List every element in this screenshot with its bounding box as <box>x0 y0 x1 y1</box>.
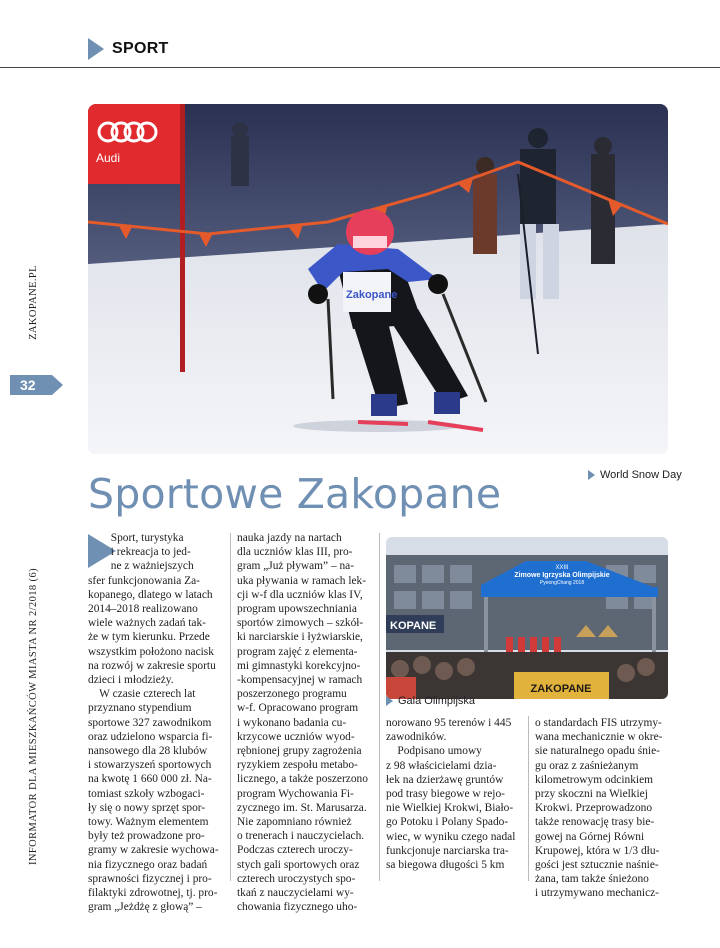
text-line: o standardach FIS utrzymy- <box>535 717 662 729</box>
text-line: ne z ważniejszych <box>88 560 194 573</box>
text-line: przyznano stypendium <box>88 702 192 715</box>
text-line: wana mechanicznie w okre- <box>535 731 663 744</box>
text-line: wiec, w wyniku czego nadal <box>386 830 516 843</box>
text-line: mi gimnastyki korekcyjno- <box>237 659 361 672</box>
text-line: sa biegowa długości 5 km <box>386 859 505 872</box>
text-line: pod trasy biegowe w rejo- <box>386 788 505 801</box>
text-line: w-f. Opracowano program <box>237 702 359 715</box>
text-line: ryzykiem zespołu metabo- <box>237 759 358 772</box>
gala-photo <box>386 537 668 699</box>
text-line: i stowarzyszeń sportowych <box>88 759 212 772</box>
text-line: poszerzonego programu <box>237 688 347 701</box>
text-line: krzycowe uczniów wyod- <box>237 730 355 743</box>
text-line: Podczas czterech uroczy- <box>237 844 353 857</box>
header-divider <box>0 67 720 68</box>
text-line: norowano 95 terenów i 445 <box>386 717 512 729</box>
text-line: przy skoczni na Wielkiej <box>535 788 648 801</box>
text-line: towy. Ważnym elementem <box>88 816 209 829</box>
page-number-arrow-icon <box>52 375 63 395</box>
text-line: rębnionej grupy zagrożenia <box>237 745 362 758</box>
text-line: chowania fizycznego uho- <box>237 901 358 914</box>
text-line: funkcjonuje narciarska tra- <box>386 844 509 857</box>
text-line: -kompensacyjnej w ramach <box>237 674 363 687</box>
column-divider <box>528 716 529 881</box>
text-line: i wykonano badania cu- <box>237 716 347 729</box>
building-sign: KOPANE <box>390 620 437 632</box>
column-divider <box>230 533 231 881</box>
article-column-1 <box>88 531 219 914</box>
text-line: kilometrowym odcinkiem <box>535 773 653 786</box>
text-line: tkań z nauczycielami wy- <box>237 887 354 900</box>
text-line: sfer funkcjonowania Za- <box>88 574 200 587</box>
text-line: licznego, a także poszerzono <box>237 773 368 786</box>
column-divider <box>379 533 380 881</box>
hero-caption <box>588 469 682 481</box>
text-line: sie naturalnego opadu śnie- <box>535 745 660 758</box>
article-column-4 <box>535 716 662 901</box>
text-line: były też prowadzone pro- <box>88 830 205 843</box>
text-line: ły się o nowy sprzęt spor- <box>88 801 206 814</box>
text-line: go Potoku i Polany Spado- <box>386 816 509 829</box>
text-line: łek na dzierżawę gruntów <box>386 773 504 786</box>
text-line: że w tym kierunku. Przede <box>88 631 210 644</box>
gala-caption <box>386 695 475 707</box>
section-arrow-icon <box>88 38 104 60</box>
text-line: Nie zapomniano również <box>237 816 352 829</box>
text-line: zawodników. <box>386 731 447 744</box>
text-line: nie Wielkiej Krokwi, Biało- <box>386 802 514 815</box>
article-column-2 <box>237 531 368 914</box>
bib-text: Zakopane <box>346 289 398 301</box>
text-line: dzieci i młodzieży. <box>88 674 174 687</box>
banner-brand: Audi <box>96 151 121 165</box>
text-line: ki narciarskie i łyżwiarskie, <box>237 631 363 644</box>
text-line: sportowe 327 zawodnikom <box>88 716 212 729</box>
skier-illustration <box>88 104 668 454</box>
hero-caption-text: World Snow Day <box>600 469 682 481</box>
text-line: na rozwój w zakresie sportu <box>88 659 216 672</box>
text-line: z 98 właścicielami dzia- <box>386 759 497 772</box>
text-line: gości jest sztucznie naśnie- <box>535 859 659 872</box>
article-title: Sportowe Zakopane <box>88 470 502 518</box>
gala-banner: ZAKOPANE <box>530 683 592 695</box>
text-line: wiele ważnych zadań tak- <box>88 617 206 630</box>
text-line: uka pływania w ramach lek- <box>237 574 367 587</box>
stage-line-2: Zimowe Igrzyska Olimpijskie <box>514 572 610 579</box>
gala-illustration <box>386 537 668 699</box>
stage-line-3: PyeongChang 2018 <box>539 580 585 586</box>
text-line: sportów zimowych – szkół- <box>237 617 364 630</box>
text-line: Sport, turystyka <box>88 532 184 544</box>
text-line: Krokwi. Przeprowadzono <box>535 802 653 815</box>
gala-caption-text: Gala Olimpijska <box>398 695 476 707</box>
text-line: Krupowej, która w 1/3 dłu- <box>535 844 660 857</box>
text-line: gowej na Górnej Równi <box>535 830 645 843</box>
text-line: wszystkim położono nacisk <box>88 645 214 658</box>
text-line: nansowego dla 28 klubów <box>88 745 208 758</box>
site-name: ZAKOPANE.PL <box>28 265 39 340</box>
hero-photo <box>88 104 668 454</box>
sidebar-running-text <box>28 265 39 865</box>
text-line: Podpisano umowy <box>386 745 482 758</box>
text-line: gram „Już pływam” – na- <box>237 560 355 573</box>
text-line: kopanego, dlatego w latach <box>88 588 213 601</box>
section-label: SPORT <box>112 40 169 57</box>
text-line: program upowszechniania <box>237 603 357 616</box>
text-line: o trenerach i nauczycielach. <box>237 830 365 843</box>
caption-arrow-icon <box>386 696 393 706</box>
text-line: także renowację trasy bie- <box>535 816 655 829</box>
text-line: cji w-f dla uczniów klas IV, <box>237 588 363 601</box>
text-line: oraz udzielono wsparcia fi- <box>88 730 213 743</box>
publication-name: INFORMATOR DLA MIESZKAŃCÓW MIASTA NR 2/2018 (6) <box>28 567 39 865</box>
text-line: tomiast szkoły wzbogaci- <box>88 787 205 800</box>
text-line: W czasie czterech lat <box>88 688 196 701</box>
article-column-3 <box>386 716 515 872</box>
text-line: program Wychowania Fi- <box>237 787 354 800</box>
text-line: stych gali sportowych oraz <box>237 858 360 871</box>
section-header <box>88 36 169 62</box>
stage-line-1: XXIII <box>555 565 569 571</box>
text-line: żana, tam także śnieżono <box>535 873 649 886</box>
text-line: i rekreacja to jed- <box>88 546 191 559</box>
text-line: i utrzymywano mechanicz- <box>535 887 659 900</box>
caption-arrow-icon <box>588 470 595 480</box>
text-line: nia fizycznego oraz badań <box>88 858 208 871</box>
text-line: gramy w zakresie wychowa- <box>88 844 219 857</box>
text-line: na kwotę 1 660 000 zł. Na- <box>88 773 212 786</box>
text-line: 2014–2018 realizowano <box>88 603 198 616</box>
text-line: czterech uroczystych spo- <box>237 872 356 885</box>
text-line: dla uczniów klas III, pro- <box>237 546 353 559</box>
text-line: gram „Jeżdżę z głową” – <box>88 901 202 914</box>
text-line: filaktyki zdrowotnej, tj. pro- <box>88 887 218 900</box>
page-number: 32 <box>10 375 52 395</box>
text-line: nauka jazdy na nartach <box>237 532 342 544</box>
text-line: zycznego im. St. Marusarza. <box>237 801 367 814</box>
text-line: gu oraz z zaśnieżanym <box>535 759 639 772</box>
text-line: program zajęć z elementa- <box>237 645 358 658</box>
text-line: sprawności fizycznej i pro- <box>88 872 212 885</box>
